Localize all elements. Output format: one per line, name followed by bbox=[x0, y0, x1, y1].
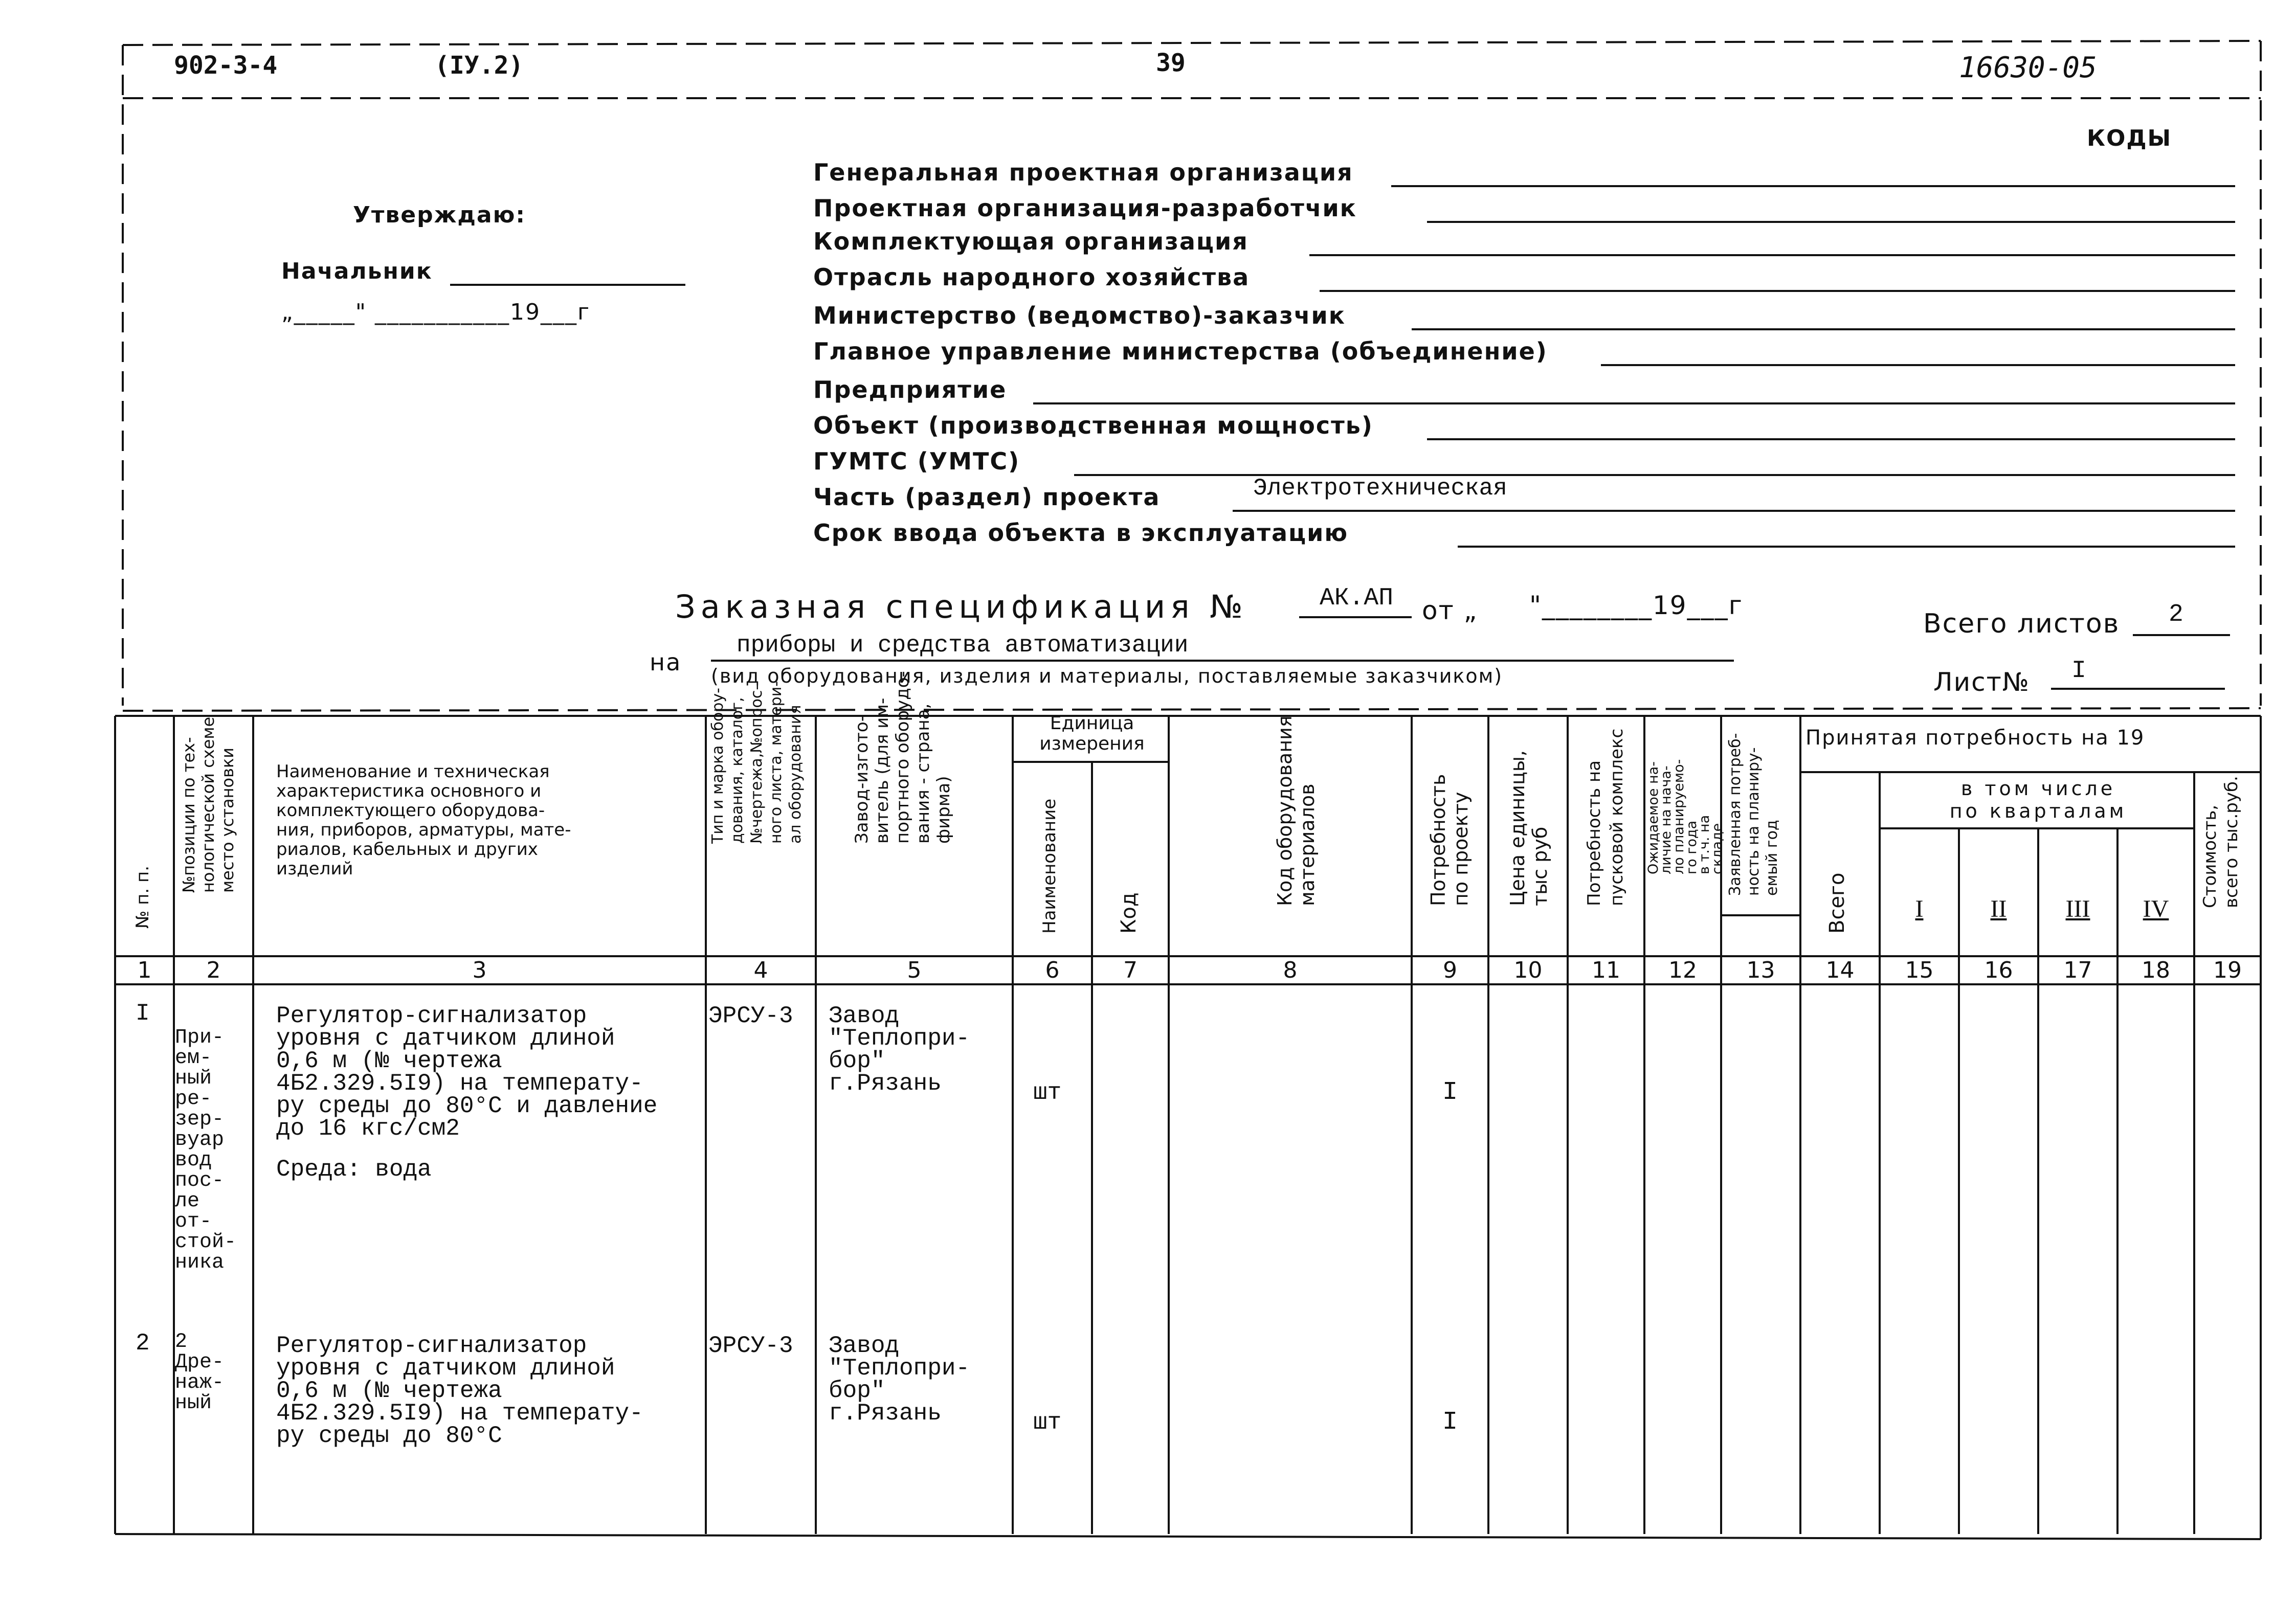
column-number-6: 6 bbox=[1045, 957, 1060, 983]
col-header-17: III bbox=[2065, 895, 2090, 922]
col-header-14: Всего bbox=[1825, 872, 1849, 934]
row-1-position: При- ем- ный ре- зер- вуар вод пос- ле от- стой- ника bbox=[175, 1026, 237, 1274]
row-1-qty: I bbox=[1442, 1078, 1458, 1107]
chief-label: Начальник bbox=[281, 258, 433, 284]
column-number-1: 1 bbox=[137, 957, 152, 983]
spec-date-tail: "________19___г bbox=[1529, 591, 1743, 620]
column-number-7: 7 bbox=[1123, 957, 1138, 983]
field-label-2: Проектная организация-разработчик bbox=[813, 194, 1357, 222]
spec-on: на bbox=[650, 648, 682, 676]
column-number-9: 9 bbox=[1443, 957, 1457, 983]
spec-title: Заказная спецификация № bbox=[675, 588, 1248, 625]
column-number-3: 3 bbox=[472, 957, 487, 983]
col-header-18: IV bbox=[2143, 895, 2169, 922]
column-number-11: 11 bbox=[1592, 957, 1620, 983]
row-1-factory: Завод "Теплопри- бор" г.Рязань bbox=[829, 1003, 970, 1097]
row-1-type: ЭРСУ-3 bbox=[708, 1003, 793, 1029]
field-label-3: Комплектующая организация bbox=[813, 228, 1249, 255]
row-2-num: 2 bbox=[136, 1330, 150, 1357]
series-number: 902-3-4 bbox=[174, 51, 278, 80]
row-1-unit: шт bbox=[1033, 1079, 1062, 1106]
row-2-name: Регулятор-сигнализатор уровня с датчиком длиной 0,6 м (№ чертежа 4Б2.329.5I9) на температу- ру среды до 80°С bbox=[276, 1333, 643, 1449]
column-number-16: 16 bbox=[1984, 957, 2013, 983]
field-label-8: Объект (производственная мощность) bbox=[813, 412, 1373, 439]
row-1-num: I bbox=[136, 1000, 150, 1027]
total-sheets: 2 bbox=[2169, 601, 2183, 628]
row-2-type: ЭРСУ-3 bbox=[708, 1333, 793, 1359]
column-number-19: 19 bbox=[2213, 957, 2242, 983]
quarters-group-header: в том числе по кварталам bbox=[1949, 777, 2127, 822]
field-label-4: Отрасль народного хозяйства bbox=[813, 263, 1250, 291]
row-1-medium: Среда: вода bbox=[276, 1156, 432, 1183]
unit-group-header: Единица измерения bbox=[1039, 713, 1145, 754]
col-header-12: Ожидаемое на- личие на нача- ло планируемо- го года в т.ч. на складе bbox=[1645, 759, 1725, 874]
album-number: (IУ.2) bbox=[435, 51, 524, 80]
column-number-15: 15 bbox=[1905, 957, 1934, 983]
col-header-1: № п. п. bbox=[132, 865, 153, 929]
column-number-5: 5 bbox=[907, 957, 922, 983]
row-1-name: Регулятор-сигнализатор уровня с датчиком длиной 0,6 м (№ чертежа 4Б2.329.5I9) на температу- ру среды до 80°С и давление до 16 кгс/см2 bbox=[276, 1003, 658, 1142]
field-value-10: Электротехническая bbox=[1253, 475, 1507, 502]
page-number: 39 bbox=[1156, 49, 1186, 77]
field-label-11: Срок ввода объекта в эксплуатацию bbox=[813, 519, 1349, 547]
col-header-13: Заявленная потреб- ность на планиру- емый год bbox=[1726, 733, 1781, 896]
col-header-19: Стоимость, всего тыс.руб. bbox=[2200, 776, 2242, 908]
row-2-factory: Завод "Теплопри- бор" г.Рязань bbox=[829, 1333, 970, 1427]
field-label-6: Главное управление министерства (объединение) bbox=[813, 337, 1548, 365]
col-header-10: Цена единицы, тыс руб bbox=[1506, 750, 1551, 906]
row-2-position: 2 Дре- наж- ный bbox=[175, 1331, 225, 1415]
column-number-12: 12 bbox=[1668, 957, 1697, 983]
approve-title: Утверждаю: bbox=[353, 202, 526, 228]
field-label-1: Генеральная проектная организация bbox=[813, 159, 1353, 186]
field-label-9: ГУМТС (УМТС) bbox=[813, 447, 1020, 475]
col-header-11: Потребность на пусковой комплекс bbox=[1584, 728, 1627, 906]
col-header-7: Код bbox=[1117, 892, 1141, 934]
col-header-2: №позиции по тех- нологической схеме место установки bbox=[179, 716, 237, 893]
sheet-label: Лист№ bbox=[1933, 667, 2030, 697]
column-number-4: 4 bbox=[753, 957, 768, 983]
sheet-number: I bbox=[2071, 657, 2086, 685]
row-2-unit: шт bbox=[1033, 1409, 1062, 1436]
column-number-18: 18 bbox=[2142, 957, 2170, 983]
col-header-3: Наименование и техническая характеристика основного и комплектующего оборудова- ния, приборов, арматуры, мате- риалов, кабельных и других изделий bbox=[276, 761, 571, 879]
column-number-8: 8 bbox=[1283, 957, 1298, 983]
spec-subject: приборы и средства автоматизации bbox=[737, 632, 1189, 659]
col-header-9: Потребность по проекту bbox=[1427, 774, 1472, 906]
codes-label: КОДЫ bbox=[2087, 125, 2172, 151]
column-number-17: 17 bbox=[2063, 957, 2092, 983]
column-number-2: 2 bbox=[206, 957, 221, 983]
spec-number: АК.АП bbox=[1320, 584, 1394, 612]
approval-date: „_____" ___________19___г bbox=[281, 299, 591, 325]
accepted-group-header: Принятая потребность на 19 bbox=[1805, 726, 2145, 750]
col-header-16: II bbox=[1990, 895, 2007, 922]
column-number-14: 14 bbox=[1825, 957, 1855, 983]
col-header-4: Тип и марка обору- дования, каталог, №чертежа,№опрос- ного листа, матери- ал оборудования bbox=[709, 681, 805, 844]
total-sheets-label: Всего листов bbox=[1923, 608, 2120, 639]
field-label-7: Предприятие bbox=[813, 376, 1007, 403]
spec-date-from: от „ bbox=[1422, 596, 1478, 625]
column-number-10: 10 bbox=[1513, 957, 1543, 983]
col-header-6: Наименование bbox=[1039, 798, 1060, 934]
row-2-qty: I bbox=[1442, 1408, 1458, 1437]
field-label-5: Министерство (ведомство)-заказчик bbox=[813, 302, 1346, 329]
col-header-8: Код оборудования материалов bbox=[1274, 715, 1319, 906]
field-label-10: Часть (раздел) проекта bbox=[813, 483, 1161, 511]
col-header-15: I bbox=[1915, 895, 1924, 922]
col-header-5: Завод-изгото- витель (для им- портного оборудо- вания - страна, фирма) bbox=[852, 671, 954, 844]
spec-subject-caption: (вид оборудования, изделия и материалы, поставляемые заказчиком) bbox=[711, 665, 1503, 687]
drawing-code: 16630-05 bbox=[1959, 51, 2097, 84]
column-number-13: 13 bbox=[1746, 957, 1775, 983]
